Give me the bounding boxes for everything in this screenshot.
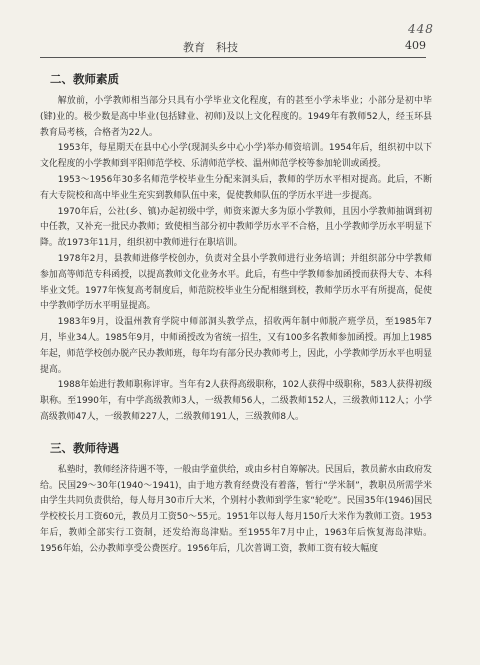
- paragraph: 1983年9月，设温州教育学院中师部洞头教学点，招收两年制中师脱产班学员，至1985年7月，毕业34人。1985年9月，中师函授改为省统一招生，又有100多名教师参加函授。再加上1985年起，师范学校创办脱产民办教师班，每年均有部分民办教师考上，因此，小学教师学历水平也明显提高。: [40, 317, 432, 375]
- paragraph: 1970年后，公社(乡、镇)办起初级中学，师资来源大多为原小学教师，且因小学教师抽调到初中任教，又补充一批民办教师；致使相当部分初中教师学历水平不合格，且小学教师学历水平明显下降。故1973年11月，组织初中教师进行在职培训。: [40, 206, 432, 249]
- section-teacher-pay: [40, 439, 432, 558]
- running-header-title: 教育 科技: [183, 41, 238, 54]
- section-teacher-quality: [40, 70, 432, 426]
- header-rule: [40, 57, 426, 58]
- paragraph: 1978年2月，县教师进修学校创办，负责对全县小学教师进行业务培训；并组织部分中学教师参加高等师范专科函授，以提高教师文化业务水平。此后，有些中学教师参加函授而获得大专、本科毕业文凭。1977年恢复高考制度后，师范院校毕业生分配相继到校，教师学历水平有所提高，促使中学教师学历水平明显提高。: [40, 253, 432, 312]
- paragraph: 解放前，小学教师相当部分只具有小学毕业文化程度，有的甚至小学未毕业；小部分是初中毕(肄)业的。极少数是高中毕业(包括肄业、初师)及以上文化程度的。1949年有教师52人，经玉环县教育局考核，合格者为22人。: [40, 96, 432, 138]
- section-heading: 二、教师素质: [50, 72, 119, 86]
- paragraph: 1953年，每星期天在县中心小学(现洞头乡中心小学)举办师资培训。1954年后，组织初中以下文化程度的小学教师到平阳师范学校、乐清师范学校、温州师范学校等参加轮训或函授。: [40, 143, 432, 170]
- page-number: 409: [405, 39, 426, 52]
- handwritten-page-mark: 448: [408, 22, 434, 36]
- running-header: [40, 39, 426, 53]
- section-heading: 三、教师待遇: [50, 440, 119, 455]
- paragraph: 私塾时，教师经济待遇不等，一般由学童供给，或由乡村自筹解决。民国后，教员薪水由政府发给。民国29～30年(1940～1941)，由于地方教育经费没有着落，暂行“学米制”，教职员所需学米由学生共同负责供给，每人每月30市斤大米，个别村小教师到学生家“轮吃”。民国35年(1946)国民学校校长月工资60元，教员月工资50～55元。1951年以每人每月150斤大米作为教师工资。1953年后，教师全部实行工资制，还发给海岛津贴。至1955年7月中止，1963年后恢复海岛津贴。1956年始，公办教师享受公费医疗。1956年后，几次普调工资，教师工资有较大幅度: [40, 464, 432, 554]
- paragraph: 1988年始进行教师职称评审。当年有2人获得高级职称，102人获得中级职称，583人获得初级职称。至1990年，有中学高级教师3人，一级教师56人，二级教师152人，三级教师112人；小学高级教师47人，一级教师227人，二级教师191人，三级教师8人。: [40, 380, 432, 422]
- page-body: [40, 70, 432, 558]
- paragraph: 1953～1956年30多名师范学校毕业生分配来洞头后，教师的学历水平相对提高。此后，不断有大专院校和高中毕业生充实到教师队伍中来，促使教师队伍的学历水平进一步提高。: [40, 174, 432, 201]
